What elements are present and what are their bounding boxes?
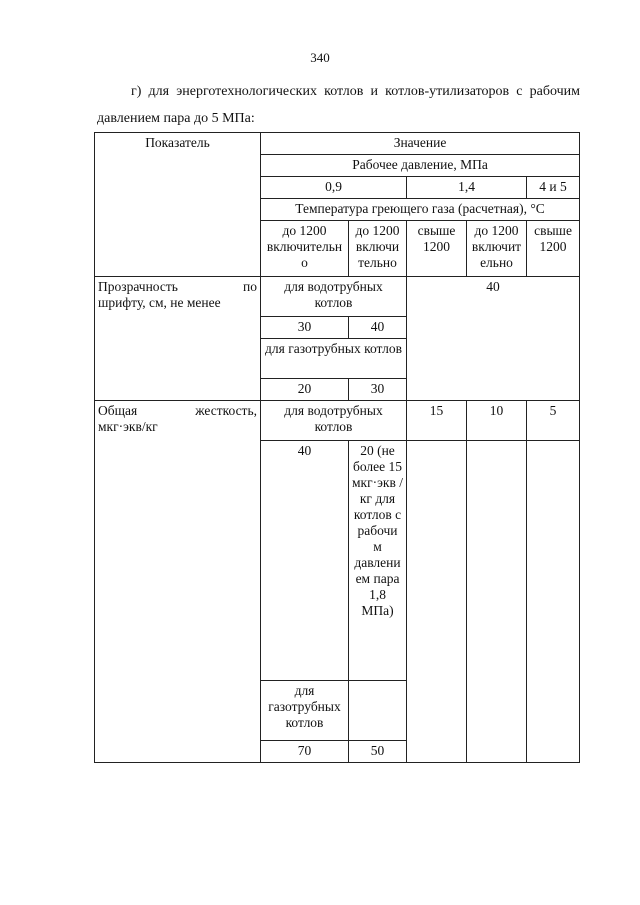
temp-col-4: до 1200 включит ельно (467, 221, 527, 277)
hardness-empty-2 (467, 441, 527, 763)
header-indicator: Показатель (95, 133, 261, 277)
section-heading (97, 78, 580, 132)
hardness-empty-3 (527, 441, 580, 763)
hardness-value-4-5-high: 5 (527, 401, 580, 441)
transparency-high-pressure-value: 40 (407, 277, 580, 401)
water-quality-table (94, 132, 580, 763)
heading-line-1: г) для энерготехнологических котлов и котлов-утилизаторов с рабочим (131, 84, 580, 99)
hardness-fire-value-1: 70 (261, 741, 349, 763)
transparency-label-line-2: шрифту, см, не менее (98, 295, 221, 310)
pressure-0-9: 0,9 (261, 177, 407, 199)
transparency-label-line-1: Прозрачность по (98, 279, 257, 294)
hardness-value-4-5-low: 10 (467, 401, 527, 441)
hardness-label (95, 401, 261, 763)
header-pressure: Рабочее давление, МПа (261, 155, 580, 177)
pressure-1-4: 1,4 (407, 177, 527, 199)
temp-col-5: свыше 1200 (527, 221, 580, 277)
hardness-empty-1 (407, 441, 467, 763)
transparency-water-tube-label: для водотрубных котлов (261, 277, 407, 317)
hardness-value-1-4: 15 (407, 401, 467, 441)
transparency-water-value-1: 30 (261, 317, 349, 339)
hardness-fire-value-2: 50 (349, 741, 407, 763)
hardness-label-line-1: Общая жесткость, (98, 403, 257, 418)
temp-col-1: до 1200 включительн о (261, 221, 349, 277)
temp-col-3: свыше 1200 (407, 221, 467, 277)
hardness-fire-tube-label: для газотрубных котлов (261, 681, 349, 741)
transparency-fire-value-2: 30 (349, 379, 407, 401)
transparency-fire-tube-label: для газотрубных котлов (261, 339, 407, 379)
page-number: 340 (310, 50, 330, 65)
transparency-label (95, 277, 261, 401)
hardness-water-tube-label: для водотрубных котлов (261, 401, 407, 441)
hardness-water-value-1: 40 (261, 441, 349, 681)
hardness-water-value-2: 20 (не более 15 мкг·экв /кг для котлов с рабочи м давлени ем пара 1,8 МПа) (349, 441, 407, 681)
heading-line-2: давлением пара до 5 МПа: (97, 111, 255, 126)
temp-col-2: до 1200 включи тельно (349, 221, 407, 277)
transparency-water-value-2: 40 (349, 317, 407, 339)
hardness-fire-empty (349, 681, 407, 741)
hardness-label-line-2: мкг·экв/кг (98, 419, 158, 434)
transparency-fire-value-1: 20 (261, 379, 349, 401)
pressure-4-5: 4 и 5 (527, 177, 580, 199)
header-gas-temperature: Температура греющего газа (расчетная), °С (261, 199, 580, 221)
header-value: Значение (261, 133, 580, 155)
